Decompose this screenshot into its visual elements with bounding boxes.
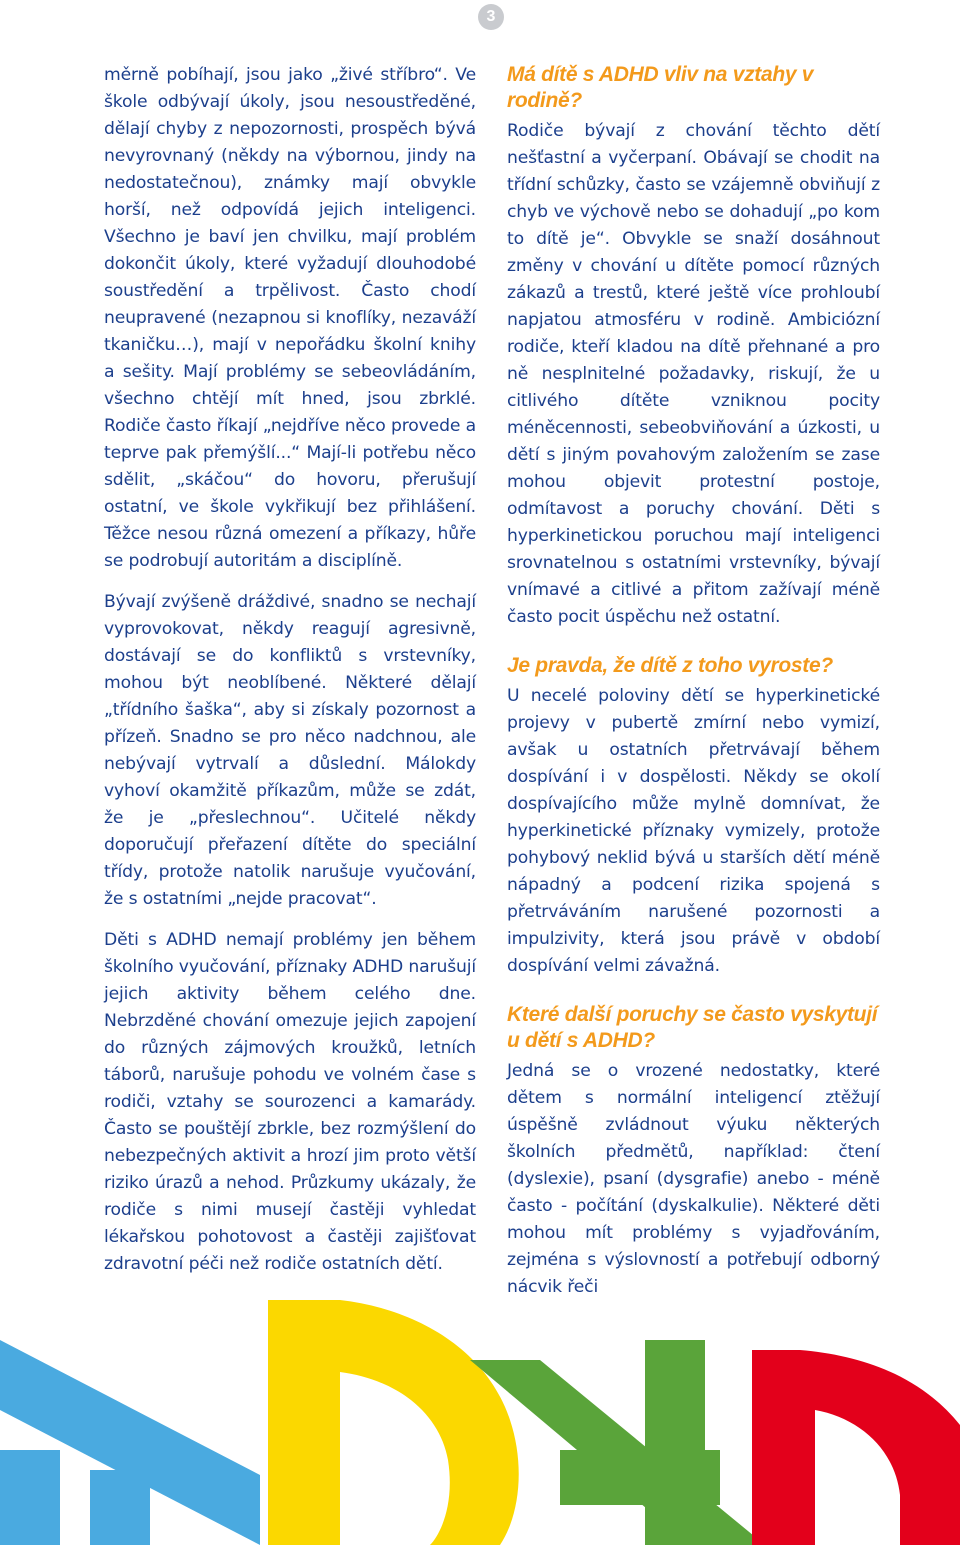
left-column	[104, 62, 476, 1292]
right-column	[507, 62, 880, 1315]
section-heading-family: Má dítě s ADHD vliv na vztahy v rodině?	[507, 63, 814, 112]
section-heading-outgrow: Je pravda, že dítě z toho vyroste?	[507, 654, 833, 677]
adhd-logo	[0, 1300, 960, 1545]
logo-letter-d2	[752, 1350, 960, 1545]
section-text-comorbidities: Jedná se o vrozené nedostatky, které dětem s normální inteligencí ztěžují úspěšně zvládnout výuku některých školních předmětů, například: čtení (dyslexie), psaní (dysgrafie) anebo - méně často - počítání (dyskalkulie). Některé děti mohou mít problémy s vyjadřováním, zejména s výslovností a potřebují odborný nácvik řeči	[507, 1061, 880, 1297]
paragraph-adhd-daily-life: Děti s ADHD nemají problémy jen během školního vyučování, příznaky ADHD narušují jejich aktivity během celého dne. Nebrzděné chování omezuje jejich zapojení do různých zájmových kroužků, letních táborů, narušuje pohodu ve volném čase s rodiči, vztahy se sourozenci a kamarády. Často se pouštějí zbrkle, bez rozmýšlení do nebezpečných aktivit a hrozí jim proto větší riziko úrazů a nehod. Průzkumy ukázaly, že rodiče s nimi musejí častěji vyhledat lékařskou pohotovost a častěji zajišťovat zdravotní péči než rodiče ostatních dětí.	[104, 930, 476, 1274]
logo-letter-a	[0, 1340, 260, 1545]
section-text-family: Rodiče bývají z chování těchto dětí nešťastní a vyčerpaní. Obávají se chodit na třídní schůzky, často se vzájemně obviňují z chyb ve výchově nebo se dohadují „po kom to dítě je“. Obvykle se snaží dosáhnout změny v chování u dítěte pomocí různých zákazů a trestů, které ještě více prohloubí napjatou atmosféru v rodině. Ambiciózní rodiče, kteří kladou na dítě přehnané a pro ně nesplnitelné požadavky, riskují, že u citlivého dítěte vzniknou pocity méněcennosti, sebeobviňování a úzkosti, u dětí s jiným povahovým založením se zase mohou objevit protestní postoje, odmítavost a poruchy chování. Děti s hyperkinetickou poruchou mají inteligenci srovnatelnou s ostatními vrstevníky, bývají vnímavé a citlivé a přitom zažívají méně často pocit úspěchu než ostatní.	[507, 121, 880, 627]
section-heading-comorbidities: Které další poruchy se často vyskytují u dětí s ADHD?	[507, 1003, 878, 1052]
paragraph-adhd-behaviour: Bývají zvýšeně dráždivé, snadno se nechají vyprovokovat, někdy reagují agresivně, dostávají se do konfliktů s vrstevníky, mohou být neoblíbené. Některé dělají „třídního šaška“, aby si získaly pozornost a přízeň. Snadno se pro něco nadchnou, ale nebývají vytrvalí a důslední. Málokdy vyhoví okamžitě příkazům, může se zdát, že je „přeslechnou“. Učitelé někdy doporučují přeřazení dítěte do speciální třídy, protože natolik narušuje vyučování, že s ostatními „nejde pracovat“.	[104, 592, 476, 909]
section-text-outgrow: U necelé poloviny dětí se hyperkinetické projevy v pubertě zmírní nebo vymizí, avšak u ostatních přetrvávají během dospívání i v dospělosti. Někdy se okolí dospívajícího může mylně domnívat, že hyperkinetické příznaky vymizely, protože pohybový neklid bývá u starších dětí méně nápadný a podcení rizika spojená s přetrváváním narušené pozornosti a impulzivity, která jsou právě v období dospívání velmi závažná.	[507, 686, 880, 976]
page-number: 3	[478, 4, 504, 30]
logo-letter-d1	[268, 1300, 519, 1545]
paragraph-adhd-symptoms-school: měrně pobíhají, jsou jako „živé stříbro“. Ve škole odbývají úkoly, jsou nesoustředěné, dělají chyby z nepozornosti, prospěch bývá nevyrovnaný (někdy na výbornou, jindy na nedostatečnou), známky mají obvykle horší, než odpovídá jejich inteligenci. Všechno je baví jen chvilku, mají problém dokončit úkoly, které vyžadují dlouhodobé soustředění a trpělivost. Často chodí neupravené (nezapnou si knoflíky, nezaváží tkaničku…), mají v nepořádku školní knihy a sešity. Mají problémy se sebeovládáním, všechno chtějí mít hned, jsou zbrklé. Rodiče často říkají „nejdříve něco provede a teprve pak přemýšlí...“ Mají-li potřebu něco sdělit, „skáčou“ do hovoru, přerušují ostatní, ve škole vykřikují bez přihlášení. Těžce nesou různá omezení a příkazy, hůře se podrobují autoritám a disciplíně.	[104, 65, 476, 571]
